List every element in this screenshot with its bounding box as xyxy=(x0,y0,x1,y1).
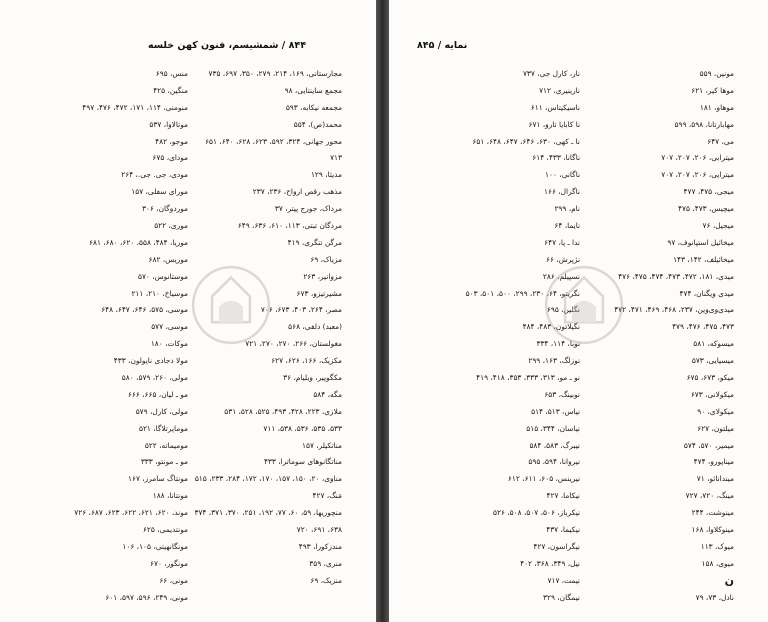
index-entry: ۴۷۳، ۴۷۵، ۴۷۶، ۴۷۹ xyxy=(672,322,734,332)
index-entry: منچوریها، ۵۹، ۶۰، ۷۷، ۱۹۲، ۲۵۱، ۳۷۰، ۳۷۱، ۳۷۴ xyxy=(194,508,342,518)
index-entry: مرداک، جورج پیتر، ۳۷ xyxy=(274,204,342,214)
index-entry: نایما، ۶۴ xyxy=(554,221,580,231)
index-entry: موجو، ۴۸۲ xyxy=(155,136,188,146)
index-entry: میناپورو، ۴۷۴ xyxy=(693,457,734,467)
index-entry: نگلین، ۶۹۵ xyxy=(546,305,580,315)
index-entry: موسی، ۵۷۷ xyxy=(151,322,188,332)
index-entry: نارینیری، ۷۱۲ xyxy=(539,85,580,95)
index-entry: میمیر، ۵۷۰، ۵۷۴ xyxy=(683,440,734,450)
index-entry: نار، کارل جی، ۷۳۷ xyxy=(522,69,580,78)
index-entry: میوک، ۱۱۳ xyxy=(700,541,734,551)
index-entry: موردوگان، ۳۰۶ xyxy=(141,204,188,214)
index-entry: نیاس، ۵۱۳، ۵۱۴ xyxy=(531,406,580,416)
index-entry: مولی، ۲۶۰، ۵۷۹، ۵۸۰ xyxy=(121,373,188,383)
index-entry: نیگراسون، ۴۲۷ xyxy=(533,541,580,551)
index-entry: میخائیل استپانوف، ۹۷ xyxy=(667,237,734,247)
index-entry: مذهب رقص ارواح، ۲۳۶، ۲۳۷ xyxy=(252,187,342,197)
index-entry: منگین، ۴۲۵ xyxy=(153,85,188,95)
index-entry: مینوکلاوا، ۱۶۸ xyxy=(691,525,734,535)
index-entry: نیمگان، ۳۲۹ xyxy=(543,592,580,602)
index-entry: میترایی، ۲۰۶، ۲۰۷، ۷۰۷ xyxy=(661,170,734,180)
index-entry: نسپیلم، ۲۸۶ xyxy=(542,271,580,281)
index-column-left xyxy=(76,66,188,607)
index-entry: میدی‌وی‌وین، ۲۳۷، ۴۶۸، ۴۶۹، ۴۷۱، ۴۷۲ xyxy=(614,305,734,315)
index-entry: منومنی، ۱۱۴، ۱۷۱، ۴۷۲، ۴۷۶، ۴۹۷ xyxy=(82,102,188,112)
index-entry: مونگانهیتی، ۱۰۵، ۱۰۶ xyxy=(122,541,188,551)
book-gutter xyxy=(376,0,389,622)
index-entry: مزیاک، ۶۹ xyxy=(310,254,342,264)
index-entry: مناوی، ۲۰، ۱۵۰، ۱۵۷، ۱۷۰، ۱۷۲، ۲۸۴، ۲۳۳، ۵۱۵ xyxy=(194,474,342,484)
index-letter-heading: ن xyxy=(724,573,734,587)
index-entry: مدیثا، ۱۲۹ xyxy=(310,170,342,180)
index-entry: مودای، ۶۷۵ xyxy=(152,153,188,163)
page-header: ۸۴۴ / شمشیسم، فنون کهن خلسه xyxy=(147,40,306,51)
index-entry: میدی، ۱۸۱، ۴۷۲، ۴۷۳، ۴۷۴، ۴۷۵، ۴۷۶ xyxy=(618,271,734,281)
index-entry: موماپرتلاگا، ۵۲۱ xyxy=(138,423,188,433)
index-entry: مردگان تبتی، ۱۱۳، ۶۱۰، ۶۳۶، ۶۴۹ xyxy=(237,221,342,231)
index-entry: نیبرگ، ۵۸۳، ۵۸۴ xyxy=(529,440,580,450)
publisher-seal-watermark xyxy=(188,262,274,348)
index-entry: میچیس، ۴۷۳، ۴۷۵ xyxy=(678,204,734,214)
index-entry: مولا دجادی نایولون، ۴۳۳ xyxy=(113,356,188,366)
index-entry: مومیماته، ۵۲۲ xyxy=(144,440,188,450)
index-entry: نادل، ۷۳، ۷۹ xyxy=(695,592,734,602)
index-entry: نیل، ۳۴۹، ۳۶۸، ۴۰۲ xyxy=(520,558,580,568)
index-entry: میوی، ۱۵۸ xyxy=(701,558,734,568)
index-entry: نوبا، ۱۱۴، ۳۳۴ xyxy=(536,339,580,349)
index-entry: مینگ، ۷۲۰، ۷۲۷ xyxy=(685,491,734,501)
index-entry: محمد(ص)، ۵۵۴ xyxy=(293,119,342,129)
index-entry: میترابی، ۲۰۶، ۲۰۷، ۷۰۷ xyxy=(661,153,734,163)
index-entry: میخائیلف، ۱۴۲، ۱۴۳ xyxy=(673,254,734,264)
index-entry: ناگرال، ۱۶۶ xyxy=(544,187,580,197)
index-entry: میلتون، ۶۲۷ xyxy=(697,423,734,433)
index-entry: نیروانا، ۵۹۴، ۵۹۵ xyxy=(528,457,580,467)
index-entry: نوزلگ، ۱۶۳، ۲۹۹ xyxy=(528,356,580,366)
index-entry: محور جهانی، ۳۲۴، ۵۹۲، ۶۲۳، ۶۲۸، ۶۴۰، ۶۵۱ xyxy=(205,136,342,146)
index-entry: میدی ویگنان، ۴۷۴ xyxy=(679,288,734,298)
index-entry: نوبینگ، ۶۵۳ xyxy=(544,389,580,399)
index-entry: میجیل، ۷۶ xyxy=(702,221,734,231)
index-entry: موریا، ۴۸۴، ۵۵۸، ۶۲۰، ۶۸۰، ۶۸۱ xyxy=(89,237,188,247)
index-entry: موند، ۶۲۰، ۶۲۱، ۶۲۲، ۶۲۳، ۶۸۷، ۷۲۶ xyxy=(74,508,188,518)
index-entry: مصر، ۲۶۴، ۴۰۳، ۶۷۳، ۷۰۶ xyxy=(260,305,342,315)
index-entry: ناگانا، ۴۳۳، ۶۱۴ xyxy=(532,153,580,163)
index-entry: نیمت، ۷۱۷ xyxy=(547,575,580,585)
index-entry: مینوشت، ۲۴۴ xyxy=(691,508,734,518)
index-entry: مونگور، ۶۷۰ xyxy=(150,558,188,568)
index-entry: مونتدیمی، ۶۲۵ xyxy=(142,525,188,535)
index-entry: موریس، ۶۸۲ xyxy=(148,254,188,264)
index-entry: مولی، کارل، ۵۷۹ xyxy=(135,406,188,416)
index-entry: مندزکورا، ۴۹۳ xyxy=(298,541,342,551)
index-entry: مورای سفلی، ۱۵۷ xyxy=(131,187,188,197)
index-entry: مونتاگ سامرز، ۱۶۷ xyxy=(128,474,188,484)
index-entry: مزوانیر، ۲۶۳ xyxy=(303,271,342,281)
index-entry: موری، ۵۲۲ xyxy=(154,221,188,231)
index-entry: مرگن تنگری، ۴۱۹ xyxy=(287,237,342,247)
index-entry: نگریتو، ۶۴، ۲۳۰، ۲۹۹، ۵۰۰، ۵۰۱، ۵۰۳ xyxy=(465,288,580,298)
index-entry: مناتگانوهای سوماترا، ۴۳۳ xyxy=(263,457,342,467)
index-entry: میکولای، ۹۰ xyxy=(697,406,734,416)
index-entry: میندانائو، ۷۱ xyxy=(696,474,734,484)
index-entry: نو ـ مو، ۳۱۳، ۳۳۳، ۳۵۳، ۴۱۸، ۴۱۹ xyxy=(476,373,580,383)
index-entry: ۷۱۳ xyxy=(330,153,342,163)
index-entry: میکو، ۶۷۳، ۶۷۵ xyxy=(686,373,734,383)
index-entry: مکگوییر، ویلیام، ۳۶ xyxy=(283,373,342,383)
index-entry: منری، ۳۵۹ xyxy=(309,558,342,568)
index-entry: مودی، جی. جی.، ۲۶۴ xyxy=(121,170,188,180)
index-entry: ملازی، ۲۲۳، ۴۲۸، ۴۹۳، ۵۲۵، ۵۲۸، ۵۳۱ xyxy=(224,406,342,416)
publisher-seal-watermark xyxy=(541,262,627,348)
index-entry: موها کیر، ۶۲۱ xyxy=(691,85,734,95)
index-entry: نگیلاتون، ۴۸۳، ۴۸۴ xyxy=(522,322,580,332)
index-entry: موهاو، ۱۸۱ xyxy=(699,102,734,112)
index-entry: نیرینس، ۶۰۵، ۶۱۱، ۶۱۲ xyxy=(507,474,580,484)
index-entry: مونین، ۵۵۹ xyxy=(699,69,734,78)
index-entry: مجارستانی، ۱۶۹، ۲۱۴، ۲۷۹، ۳۵۰، ۶۹۷، ۷۳۵ xyxy=(208,69,342,78)
index-entry: مناتکیلر، ۱۵۷ xyxy=(302,440,342,450)
index-entry: مَنگ، ۴۲۷ xyxy=(312,491,342,501)
index-entry: میجی، ۴۷۵، ۴۷۷ xyxy=(683,187,734,197)
index-entry: مکزیک، ۱۶۶، ۶۲۶، ۶۲۷ xyxy=(271,356,342,366)
index-entry: مگه، ۵۸۴ xyxy=(313,389,342,399)
index-entry: مونتانا، ۱۸۸ xyxy=(152,491,188,501)
index-entry: نژپرش، ۶۶ xyxy=(546,254,580,264)
index-entry: نیکیما، ۴۳۷ xyxy=(546,525,580,535)
index-entry: نام، ۲۹۹ xyxy=(554,204,580,214)
index-entry: ندا ـ پا، ۶۴۷ xyxy=(544,237,580,247)
index-entry: موسی، ۵۷۵، ۶۴۶، ۶۴۷، ۶۴۸ xyxy=(101,305,188,315)
index-entry: موتالاوا، ۵۳۷ xyxy=(149,119,188,129)
index-entry: میسیایی، ۵۷۳ xyxy=(691,356,734,366)
index-entry: می، ۶۴۷ xyxy=(707,136,734,146)
index-entry: مشیرتیزو، ۶۷۳ xyxy=(296,288,342,298)
index-entry: موسیاخ، ۲۱۰، ۲۱۱ xyxy=(131,288,188,298)
right-page xyxy=(389,0,768,622)
index-entry: نیکرباز، ۵۰۶، ۵۰۷، ۵۰۸، ۵۲۶ xyxy=(493,508,580,518)
index-entry: ۶۳۸، ۶۹۱، ۷۲۰ xyxy=(296,525,342,535)
index-entry: موستانوس، ۵۷۰ xyxy=(137,271,188,281)
index-entry: مغولستان، ۲۶۶، ۲۷۰، ۲۷۰، ۷۲۱ xyxy=(245,339,342,349)
index-entry: منس، ۶۹۵ xyxy=(155,69,188,78)
page-header: نمایه / ۸۴۵ xyxy=(417,40,468,51)
index-entry: ناسیکیتاس، ۶۱۱ xyxy=(530,102,580,112)
left-page xyxy=(0,0,376,622)
index-entry: نیکاما، ۴۲۷ xyxy=(546,491,580,501)
index-entry: نیاسان، ۳۴۴، ۵۱۵ xyxy=(526,423,580,433)
index-entry: مجمع ساینتایی، ۹۸ xyxy=(284,85,342,95)
index-entry: مهابارتانا، ۵۹۸، ۵۹۹ xyxy=(674,119,734,129)
index-entry: مو ـ مونتو، ۳۳۳ xyxy=(140,457,188,467)
index-entry: میکولانی، ۶۷۳ xyxy=(690,389,734,399)
index-entry: ناگانی، ۱۰۰ xyxy=(545,170,580,180)
index-entry: (معبد) دلفی، ۵۶۸ xyxy=(288,322,342,332)
index-entry: موکات، ۱۸۰ xyxy=(150,339,188,349)
index-entry: منزیک، ۶۹ xyxy=(310,575,342,585)
index-entry: نا ـ کهی، ۶۳۰، ۶۴۶، ۶۴۷، ۶۴۸، ۶۵۱ xyxy=(472,136,580,146)
index-entry: نا کابایا تارو، ۶۷۱ xyxy=(528,119,580,129)
index-entry: مو ـ لیان، ۶۶۵، ۶۶۶ xyxy=(127,389,188,399)
index-entry: ۵۳۳، ۵۳۵، ۵۳۶، ۵۳۸، ۷۱۱ xyxy=(263,423,342,433)
index-entry: مجمعه نیکابه، ۵۹۳ xyxy=(285,102,342,112)
index-entry: مونی، ۲۴۹، ۵۹۶، ۵۹۷، ۶۰۱ xyxy=(105,592,188,602)
index-entry: مونی، ۶۶ xyxy=(159,575,188,585)
index-entry: میسوکه، ۵۸۱ xyxy=(693,339,734,349)
